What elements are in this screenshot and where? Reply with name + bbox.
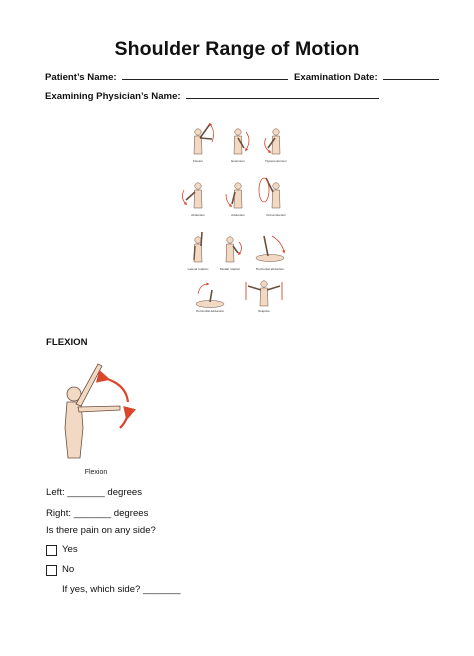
circumduction-illustration: [259, 178, 280, 208]
pain-question: Is there pain on any side?: [46, 525, 156, 536]
examination-date-label: Examination Date:: [293, 72, 378, 83]
patient-name-label: Patient’s Name:: [45, 72, 117, 83]
caption-hyperextension: Hyperextension: [265, 159, 287, 163]
right-label: Right:: [46, 508, 72, 519]
horizontal-abduction-illustration: [256, 236, 284, 262]
caption-horizontal-abduction: Horizontal abduction: [255, 267, 285, 271]
shoulder-motions-diagram: [178, 112, 296, 316]
no-checkbox[interactable]: [46, 565, 57, 576]
physician-name-field[interactable]: [186, 89, 379, 99]
physician-name-label: Examining Physician’s Name:: [45, 91, 181, 102]
left-degrees-field[interactable]: _______: [67, 487, 105, 498]
yes-option-label: Yes: [62, 544, 78, 555]
flexion-arrow-upper: [104, 378, 128, 402]
left-degrees-unit: degrees: [107, 487, 143, 498]
horizontal-adduction-illustration: [196, 284, 224, 308]
yes-checkbox[interactable]: [46, 545, 57, 556]
examination-date-field[interactable]: [383, 70, 439, 80]
caption-adduction: Adduction: [231, 213, 245, 217]
left-degrees-row: [46, 487, 142, 498]
flexion-arrow-lower: [120, 414, 128, 428]
hyperextension-illustration: [265, 129, 280, 154]
right-degrees-field[interactable]: _______: [73, 508, 112, 519]
physician-info-line: [45, 89, 379, 102]
caption-abduction: Abduction: [191, 213, 205, 217]
caption-extension: Extension: [231, 159, 245, 163]
patient-name-field[interactable]: [122, 70, 288, 80]
extension-illustration: [234, 129, 249, 154]
left-label: Left:: [46, 487, 65, 498]
lateral-rotation-illustration: [194, 232, 202, 262]
caption-circumduction: Circumduction: [266, 213, 286, 217]
section-heading-flexion: FLEXION: [46, 337, 88, 348]
figure-arm-forward: [78, 406, 120, 412]
abduction-illustration: [182, 183, 202, 208]
no-option-label: No: [62, 564, 75, 575]
flexion-figure-caption: Flexion: [84, 469, 108, 476]
figure-arm-raised: [76, 364, 102, 406]
adduction-illustration: [226, 183, 242, 208]
flexion-illustration: [194, 124, 214, 154]
page-title: Shoulder Range of Motion: [114, 38, 360, 60]
caption-medial-rotation: Medial rotation: [219, 267, 241, 271]
caption-horizontal-adduction: Horizontal adduction: [195, 309, 225, 313]
right-degrees-row: [46, 508, 148, 519]
right-degrees-unit: degrees: [113, 508, 149, 519]
caption-flexion: Flexion: [193, 159, 203, 163]
caption-lateral-rotation: Lateral rotation: [187, 267, 209, 271]
flexion-figure: [54, 358, 146, 478]
caption-scaption: Scaption: [257, 309, 271, 313]
which-side-question[interactable]: If yes, which side? _______: [62, 584, 181, 595]
scaption-illustration: [246, 281, 282, 306]
patient-info-line: [45, 70, 439, 83]
medial-rotation-illustration: [226, 237, 242, 262]
